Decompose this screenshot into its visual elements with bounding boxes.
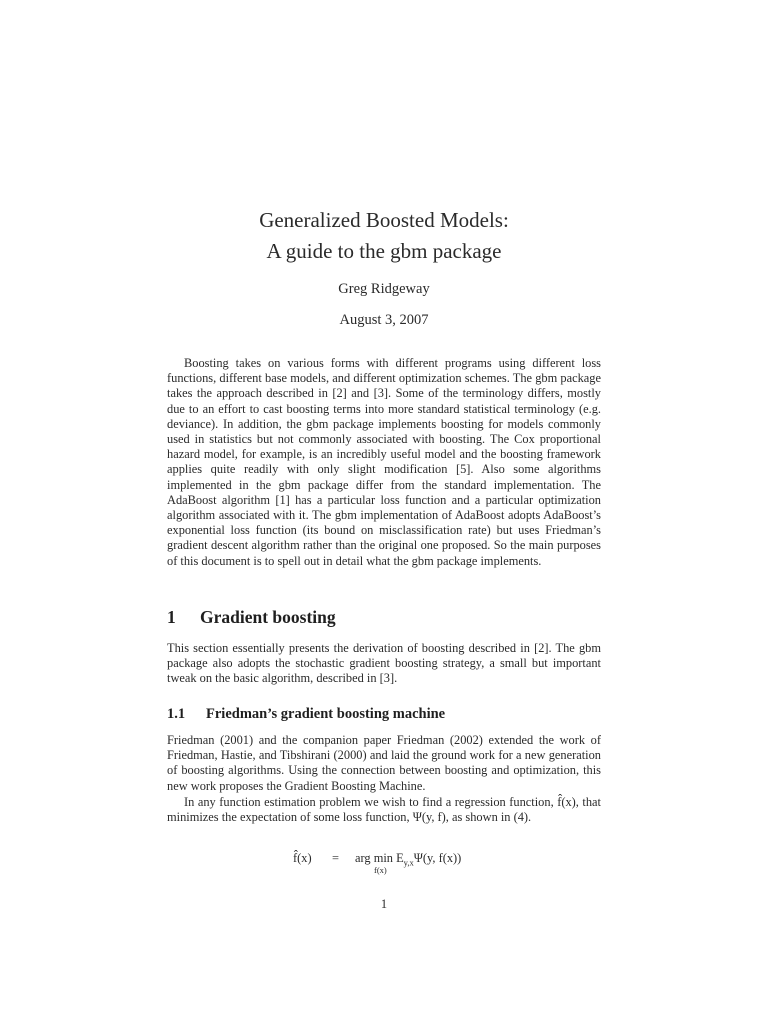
page-number: 1	[380, 897, 388, 911]
subsection-heading	[167, 706, 445, 723]
equation-expectation-subscript: y,x	[403, 857, 414, 868]
equation-rhs	[355, 851, 461, 867]
section-number: 1	[167, 607, 176, 627]
section-heading	[167, 607, 336, 628]
equation-loss: Ψ(y, f(x))	[413, 851, 462, 865]
author-name: Greg Ridgeway	[338, 281, 430, 297]
paper-title	[0, 205, 768, 267]
title-line-2: A guide to the gbm package	[266, 239, 502, 263]
subsection-paragraph-1: Friedman (2001) and the companion paper Friedman (2002) extended the work of Friedman, Hastie, and Tibshirani (2000) and laid the ground work for a new generation of boosting algorithms. Using the connection between boosting and optimization, this new work proposes the Gradient Boosting Machine.	[167, 733, 601, 793]
subsection-title: Friedman’s gradient boosting machine	[206, 706, 446, 722]
section-title: Gradient boosting	[200, 607, 336, 627]
subsection-paragraph-2: In any function estimation problem we wish to find a regression function, f̂(x), that minimizes the expectation of some loss function, Ψ(y, f), as shown in (4).	[167, 795, 601, 825]
equation-lhs: f̂(x)	[293, 851, 312, 865]
publication-date: August 3, 2007	[339, 312, 429, 328]
equation-equals: =	[332, 851, 339, 865]
equation-argmin: arg min E	[355, 851, 404, 865]
equation	[0, 848, 768, 880]
abstract-paragraph: Boosting takes on various forms with different programs using different loss functions, different base models, and different optimization schemes. The gbm package takes the approach described in [2] and [3]. Some of the terminology differs, mostly due to an effort to cast boosting terms into more standard statistical terminology (e.g. deviance). In addition, the gbm package implements boosting for models commonly used in statistics but not commonly associated with boosting. The Cox proportional hazard model, for example, is an incredibly useful model and the boosting framework applies quite readily with only slight modification [5]. Also some algorithms implemented in the gbm package differ from the standard implementation. The AdaBoost algorithm [1] has a particular loss function and a particular optimization algorithm associated with it. The gbm implementation of AdaBoost adopts AdaBoost’s exponential loss function (its bound on misclassification rate) but uses Friedman’s gradient descent algorithm rather than the original one proposed. So the main purposes of this document is to spell out in detail what the gbm package implements.	[167, 356, 601, 568]
subsection-number: 1.1	[167, 706, 186, 722]
equation-argmin-subscript: f(x)	[374, 865, 387, 875]
section-paragraph: This section essentially presents the derivation of boosting described in [2]. The gbm package also adopts the stochastic gradient boosting strategy, a small but important tweak on the basic algorithm, described in [3].	[167, 641, 601, 686]
title-line-1: Generalized Boosted Models:	[259, 208, 509, 232]
